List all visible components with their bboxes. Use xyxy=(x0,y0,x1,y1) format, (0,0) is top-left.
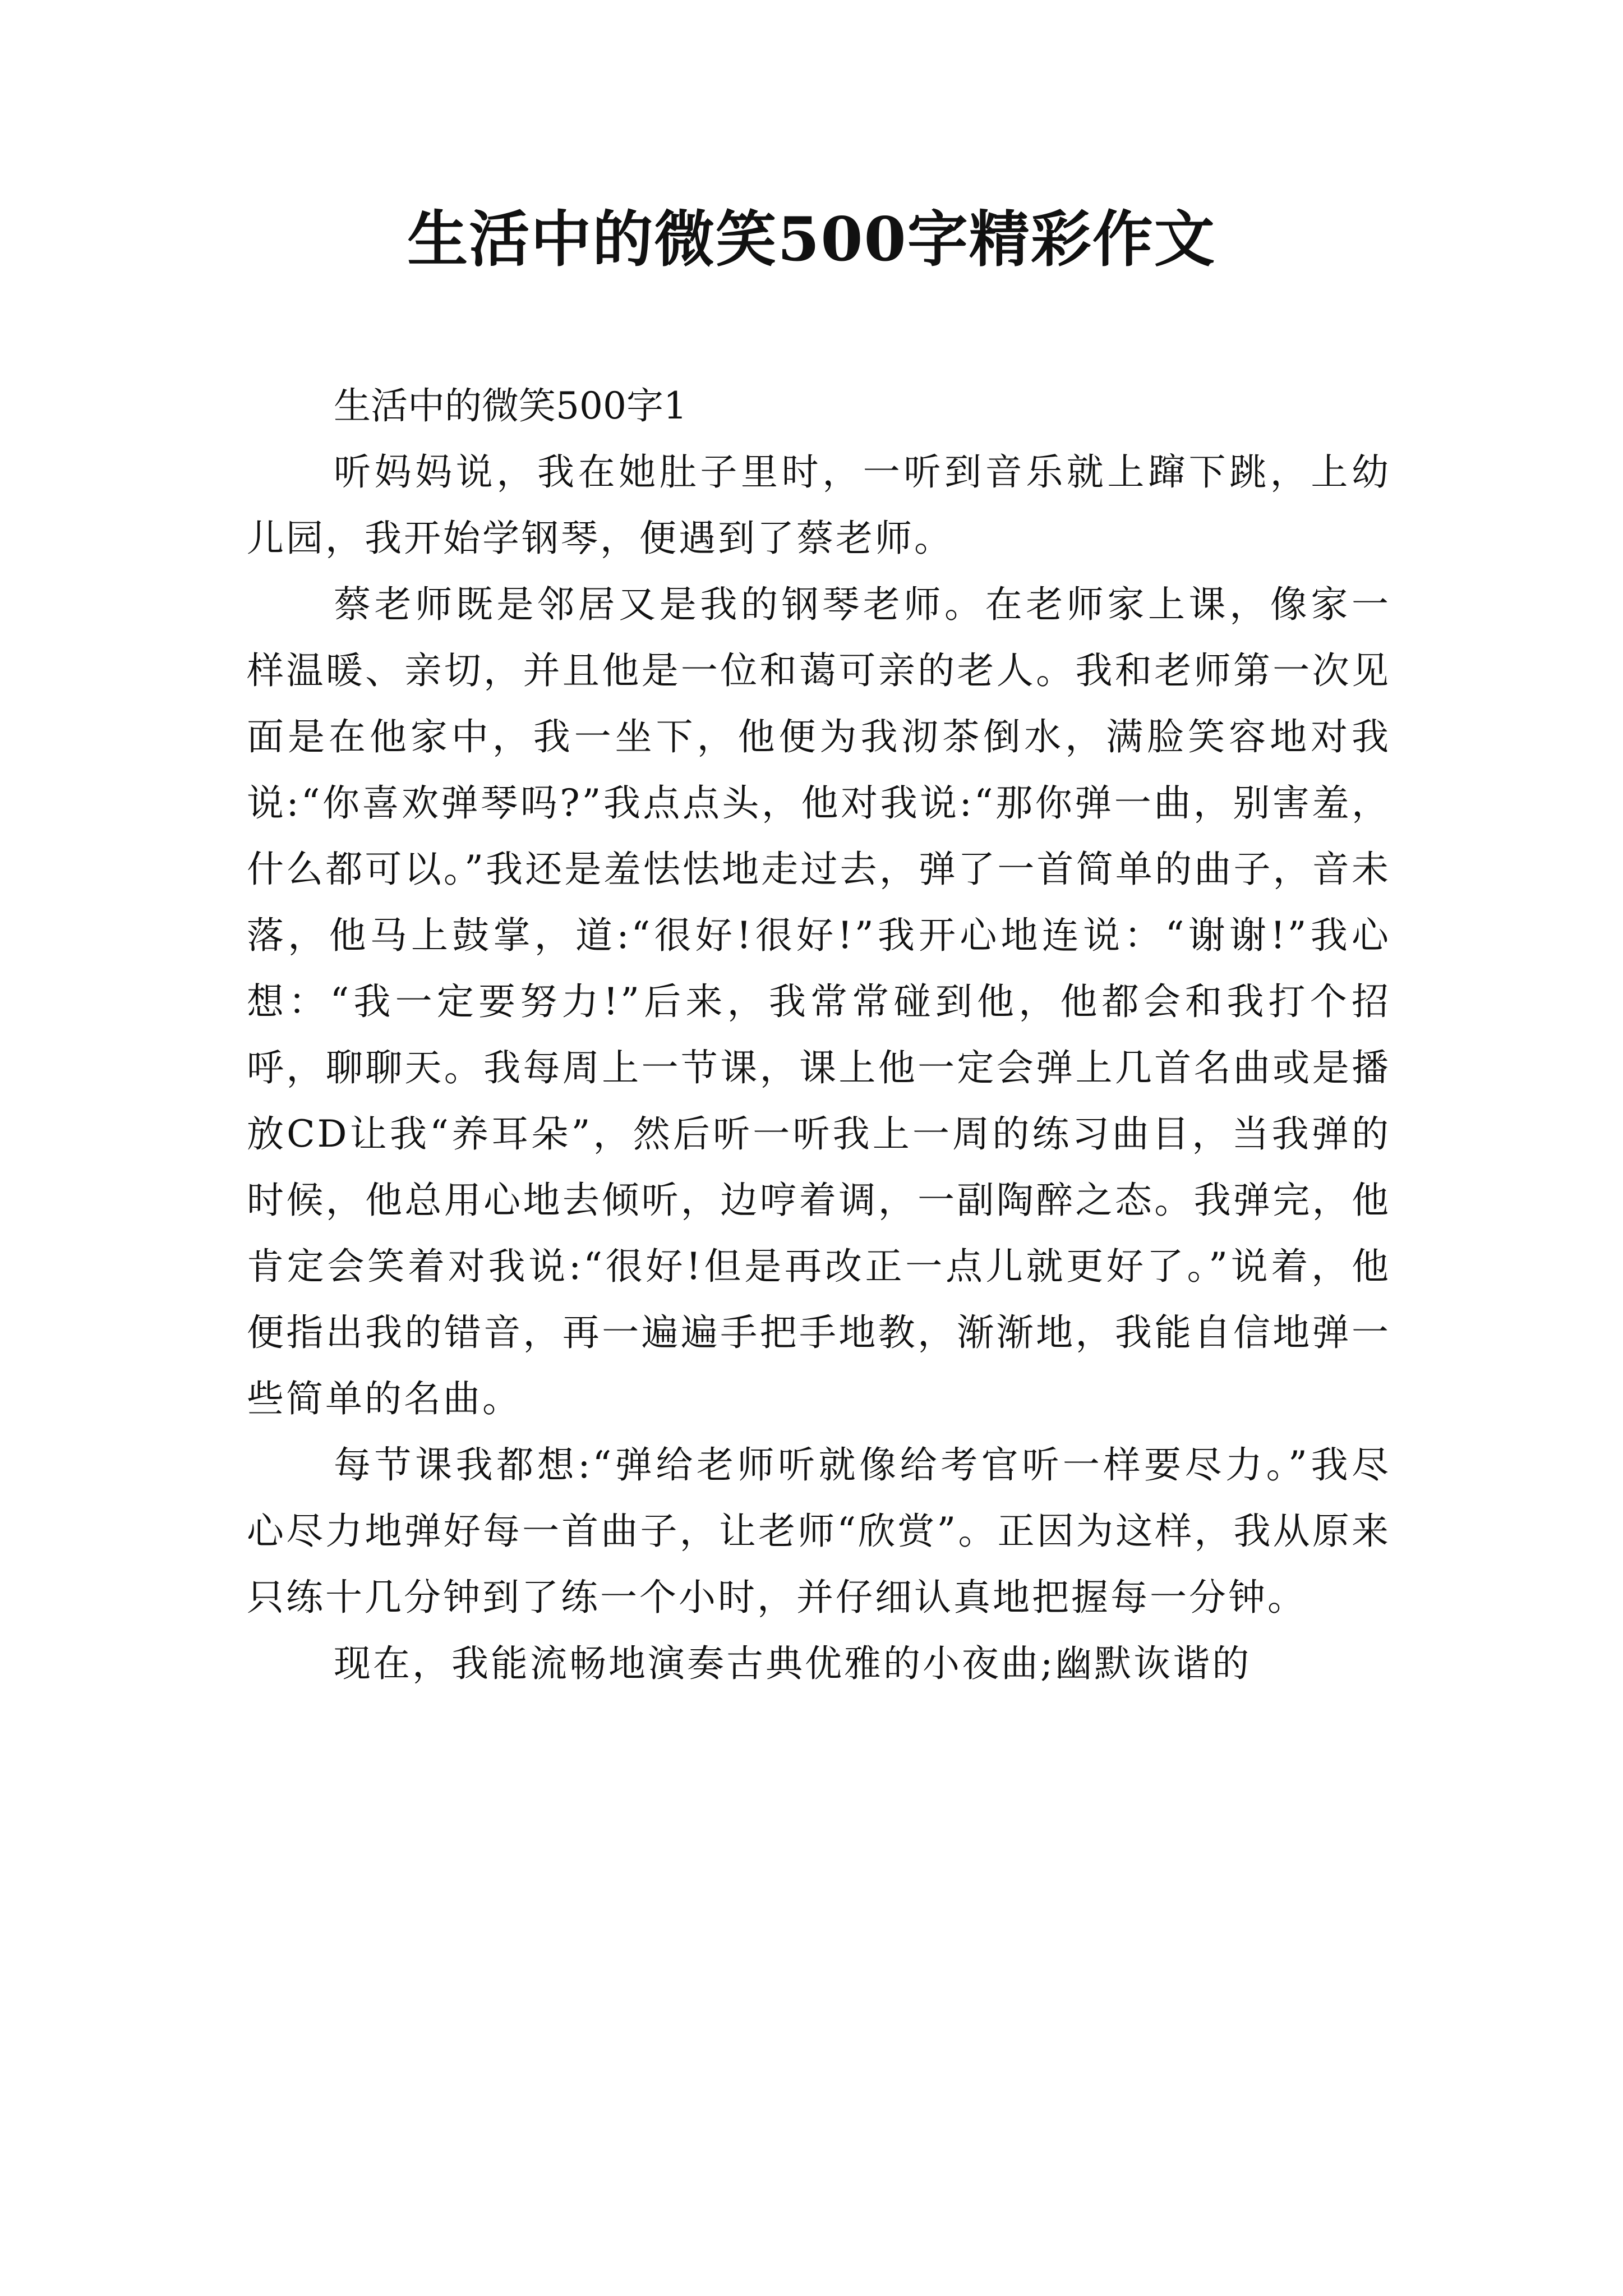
paragraph-2: 蔡老师既是邻居又是我的钢琴老师。在老师家上课，像家一样温暖、亲切，并且他是一位和蔼可亲的老人。我和老师第一次见面是在他家中，我一坐下，他便为我沏茶倒水，满脸笑容地对我说:“你喜欢弹琴吗?”我点点头，他对我说:“那你弹一曲，别害羞，什么都可以。”我还是羞怯怯地走过去，弹了一首简单的曲子，音未落，他马上鼓掌，道:“很好!很好!”我开心地连说：“谢谢!”我心想：“我一定要努力!”后来，我常常碰到他，他都会和我打个招呼，聊聊天。我每周上一节课，课上他一定会弹上几首名曲或是播放CD让我“养耳朵”，然后听一听我上一周的练习曲目，当我弹的时候，他总用心地去倾听，边哼着调，一副陶醉之态。我弹完，他肯定会笑着对我说:“很好!但是再改正一点儿就更好了。”说着，他便指出我的错音，再一遍遍手把手地教，渐渐地，我能自信地弹一些简单的名曲。 xyxy=(247,583,1391,1420)
section-heading: 生活中的微笑500字1 xyxy=(334,384,687,427)
document-body xyxy=(247,373,1391,1697)
paragraph-1: 听妈妈说，我在她肚子里时，一听到音乐就上蹿下跳，上幼儿园，我开始学钢琴，便遇到了蔡老师。 xyxy=(247,450,1391,560)
document-title: 生活中的微笑500字精彩作文 xyxy=(407,204,1216,275)
paragraph-3: 每节课我都想:“弹给老师听就像给考官听一样要尽力。”我尽心尽力地弹好每一首曲子，让老师“欣赏”。正因为这样，我从原来只练十几分钟到了练一个小时，并仔细认真地把握每一分钟。 xyxy=(247,1443,1391,1619)
paragraph-4: 现在，我能流畅地演奏古典优雅的小夜曲;幽默诙谐的 xyxy=(334,1642,1252,1685)
